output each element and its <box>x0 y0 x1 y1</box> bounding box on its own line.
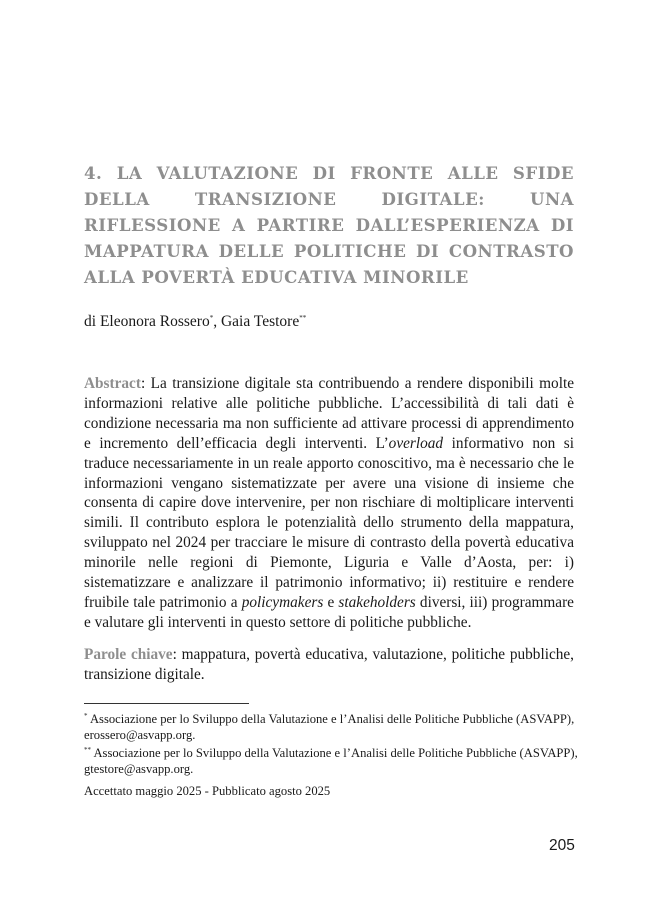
author-name-1: Eleonora Rossero <box>99 313 210 330</box>
footnote-mark-1: * <box>84 712 88 720</box>
authors-separator: , <box>213 313 221 330</box>
keywords-paragraph <box>84 645 574 685</box>
author-name-2: Gaia Testore <box>220 313 300 330</box>
abstract-text-1: : La transizione digitale sta contribuendo a rendere disponibili molte informazioni relative alle politiche pubbliche. L’accessibilità di tali dati è condizione necessaria ma non sufficiente ad attivare processi di apprendimento e incremento dell’efficacia degli interventi. L’ <box>84 375 574 452</box>
keywords-label: Parole chiave <box>84 646 173 663</box>
abstract-emphasis-overload: overload <box>388 434 444 452</box>
footnote-divider <box>84 703 249 704</box>
acceptance-note: Accettato maggio 2025 - Pubblicato agosto 2025 <box>84 784 331 799</box>
abstract-emphasis-policymakers: policymakers <box>241 593 324 611</box>
abstract-label: Abstract <box>84 375 141 392</box>
chapter-title: 4. LA VALUTAZIONE DI FRONTE ALLE SFIDE DELLA TRANSIZIONE DIGITALE: UNA RIFLESSIONE A PARTIRE DALL’ESPERIENZA DI MAPPATURA DELLE POLITICHE DI CONTRASTO ALLA POVERTÀ EDUCATIVA MINORILE <box>84 163 574 287</box>
abstract-paragraph <box>84 374 574 633</box>
abstract-text-2: informativo non si traduce necessariamente in un reale apporto conoscitivo, ma è necessario che le informazioni vengano sistematizzate per avere una visione di insieme che consenta di capire dove intervenire, per non rischiare di moltiplicare interventi simili. Il contributo esplora le potenzialità dello strumento della mappatura, sviluppato nel 2024 per tracciare le misure di contrasto della povertà educativa minorile nelle regioni di Piemonte, Liguria e Valle d’Aosta, per: i) sistematizzare e analizzare il patrimonio informativo; ii) restituire e rendere fruibile tale patrimonio a <box>84 434 575 611</box>
author-line <box>84 313 306 331</box>
author-footnote-mark-2: ** <box>299 314 307 322</box>
footnote-mark-2: ** <box>84 746 91 755</box>
page-number: 205 <box>549 837 575 854</box>
footnote-text-1: Associazione per lo Sviluppo della Valutazione e l’Analisi delle Politiche Pubbliche (ASVAPP), erossero@asvapp.org. <box>84 712 575 742</box>
footnote-text-2: Associazione per lo Sviluppo della Valutazione e l’Analisi delle Politiche Pubbliche (ASVAPP), gtestore@asvapp.org. <box>84 746 578 776</box>
author-footnote-mark-1: * <box>209 314 214 322</box>
footnote-2 <box>84 743 584 777</box>
keywords-text: : mappatura, povertà educativa, valutazione, politiche pubbliche, transizione digitale. <box>84 646 574 683</box>
abstract-text-4: diversi, iii) programmare e valutare gli interventi in questo settore di politiche pubbliche. <box>84 593 574 631</box>
abstract-emphasis-stakeholders: stakeholders <box>338 593 416 611</box>
footnote-1 <box>84 709 584 743</box>
footnotes <box>84 709 584 800</box>
abstract-text-3: e <box>323 593 339 611</box>
authors-prefix: di <box>84 313 100 330</box>
